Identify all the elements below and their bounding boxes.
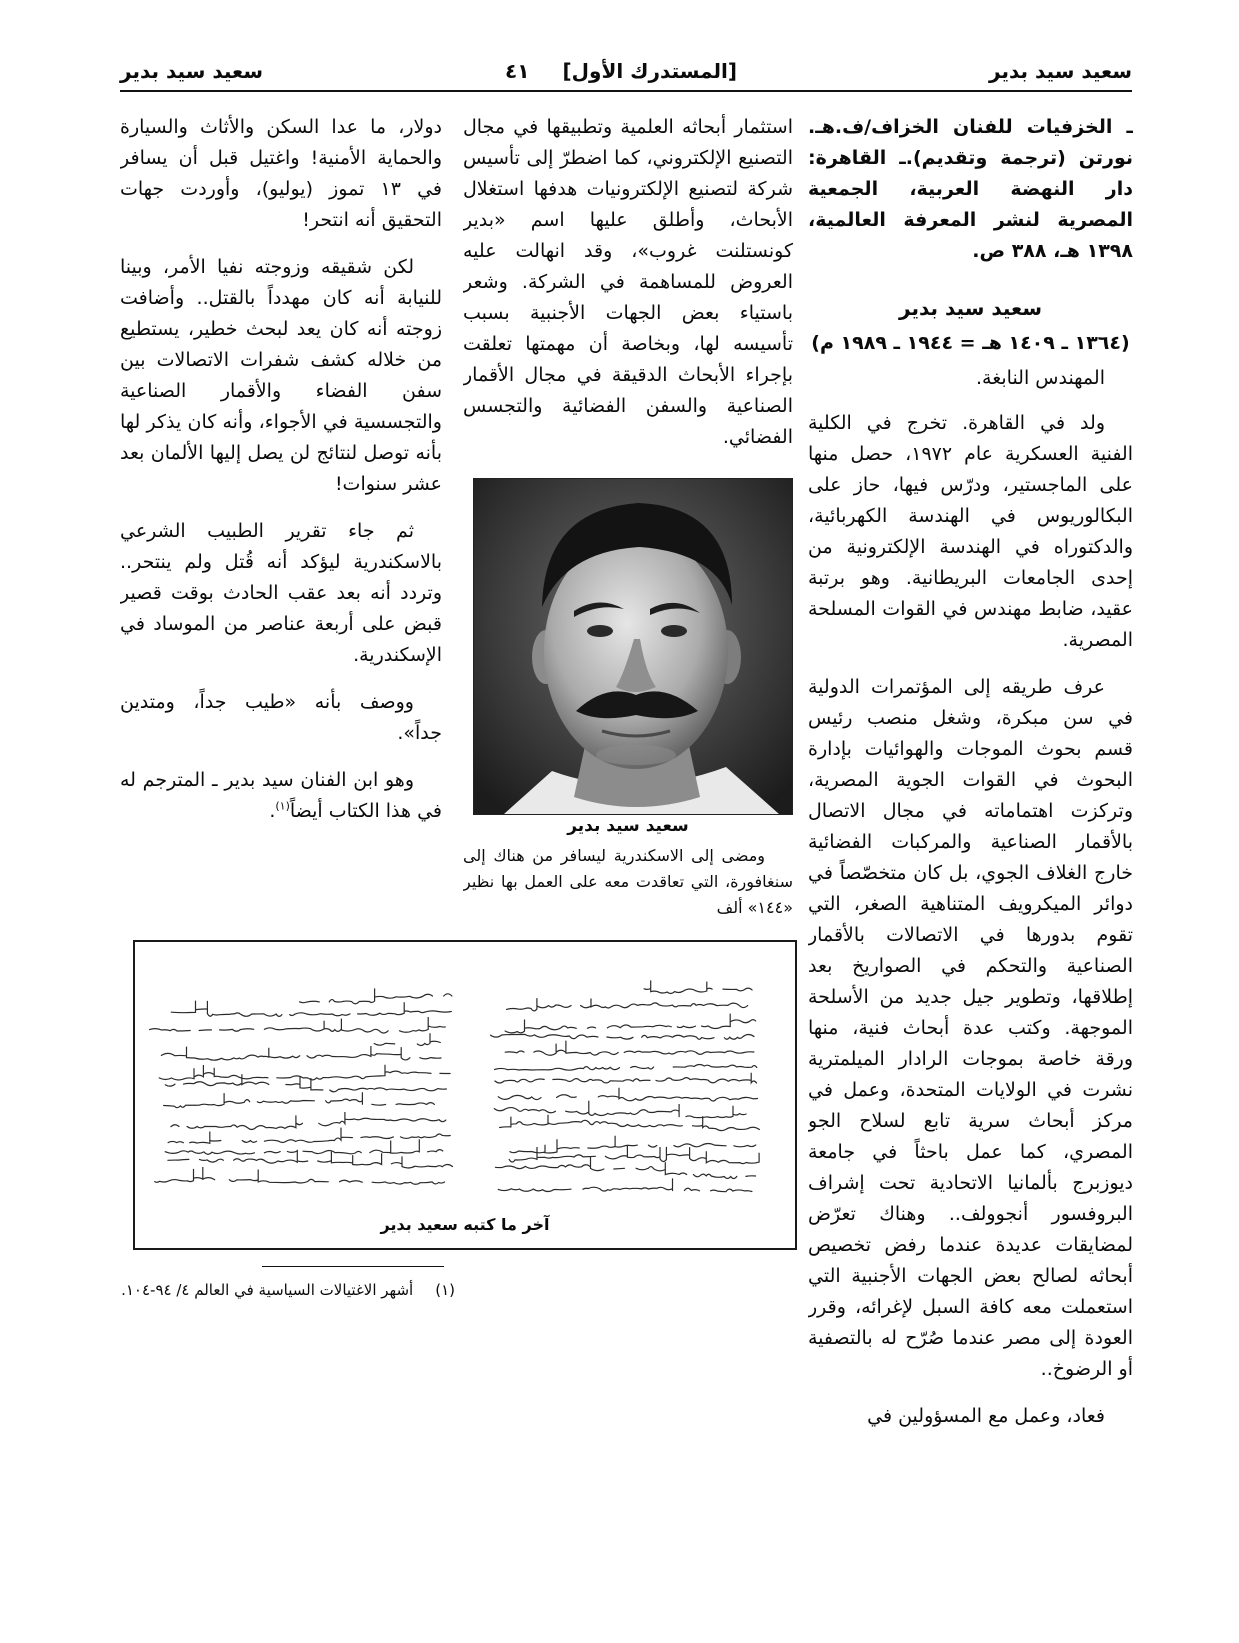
handwritten-note-image <box>135 942 795 1210</box>
column-right <box>808 112 1133 1632</box>
paragraph: عرف طريقه إلى المؤتمرات الدولية في سن مبكرة، وشغل منصب رئيس قسم بحوث الموجات والهوائيات بإدارة البحوث في القوات الجوية المصرية، وتركزت اهتماماته في مجال الاتصال بالأقمار الصناعية والمركبات الفضائية خارج الغلاف الجوي، بل كان متخصّصاً في دوائر الميكرويف المتناهية الصغر، التي تقوم بدورها في الاتصالات بالأقمار الصناعية والتحكم في الصواريخ بعد إطلاقها، وتطوير جيل جديد من الأسلحة الموجهة. وكتب عدة أبحاث فنية، منها ورقة خاصة بموجات الرادار الميلمترية نشرت في الولايات المتحدة، وعمل في مركز أبحاث سرية تابع لسلاح الجو المصري، كما عمل باحثاً في جامعة ديوزبرج بألمانيا الاتحادية تحت إشراف البروفسور أنجوولف.. وهناك تعرّض لمضايقات عديدة عندما رفض تخصيص أبحاثه لصالح بعض الجهات الأجنبية التي استعملت معه كافة السبل لإغرائه، وقرر العودة إلى مصر عندما صُرّح له بالتصفية أو الرضوخ.. <box>808 676 1133 1380</box>
handwriting-stroke <box>505 1041 754 1056</box>
handwriting-stroke <box>498 1178 752 1191</box>
portrait-image <box>474 479 792 814</box>
paragraph: لكن شقيقه وزوجته نفيا الأمر، وبينا للنيابة أنه كان مهدداً بالقتل.. وأضافت زوجته أنه كان يعد لبحث خطير، يستطيع من خلاله كشف شفرات الاتصالات بين سفن الفضاء والأقمار الصناعية والتجسسية في الأجواء، وأنه كان يذكر لها بأنه توصل لنتائج لن يصل إليها الألمان بعد عشر سنوات! <box>120 256 442 495</box>
handwriting-stroke <box>164 1092 435 1107</box>
handwriting-stroke <box>168 1128 450 1144</box>
paragraph: ثم جاء تقرير الطبيب الشرعي بالاسكندرية ليؤكد أنه قُتل ولم ينتحر.. وتردد أنه بعد عقب الحادث بوقت قصير قبض على أربعة عناصر من الموساد في الإسكندرية. <box>120 520 442 666</box>
footnote-marker: (١) <box>435 1281 455 1299</box>
chin-shadow <box>596 745 676 765</box>
handwriting-stroke <box>165 1112 446 1130</box>
photo-caption: سعيد سيد بدير <box>567 816 689 836</box>
handwriting-stroke <box>505 1014 756 1033</box>
handwriting-stroke <box>171 1001 451 1017</box>
handwriting-stroke <box>494 1101 746 1118</box>
paragraph: استثمار أبحاثه العلمية وتطبيقها في مجال التصنيع الإلكتروني، كما اضطرّ إلى تأسيس شركة لتصنيع الإلكترونيات هدفها استغلال الأبحاث، وأطلق عليها اسم «بدير كونستلنت غروب»، وقد انهالت عليه العروض للمساهمة في الشركة. وشعر باستياء بعض الجهات الأجنبية بسبب تأسيسه لها، وبخاصة أن مهمتها تعلقت بإجراء الأبحاث الدقيقة في مجال الأقمار الصناعية والسفن الفضائية والتجسس الفضائي. <box>463 116 793 448</box>
header-center <box>505 56 737 86</box>
header-section-title: [المستدرك الأول] <box>562 59 737 83</box>
handwriting-stroke <box>159 1065 450 1080</box>
footnote-text: أشهر الاغتيالات السياسية في العالم ٤/ ٩٤-١٠٤. <box>121 1281 414 1299</box>
handwriting-stroke <box>495 1157 755 1179</box>
paragraph: ومضى إلى الاسكندرية ليسافر من هناك إلى سنغافورة، التي تعاقدت معه على العمل بها نظير «١٤٤» ألف <box>463 846 793 918</box>
handwriting-stroke <box>374 1033 440 1045</box>
handwriting-stroke <box>510 1136 756 1153</box>
running-header <box>120 56 1132 92</box>
footnote-reference: (١) <box>275 799 290 813</box>
handwriting-stroke <box>165 1139 443 1154</box>
column-left <box>120 112 442 927</box>
handwriting-stroke <box>155 1167 445 1184</box>
paragraph <box>120 765 442 827</box>
handwriting-stroke <box>498 1088 757 1101</box>
handwriting-stroke <box>509 1145 759 1164</box>
handwriting-stroke <box>165 1074 446 1092</box>
handwriting-stroke <box>495 1064 757 1070</box>
handwriting-stroke <box>491 1034 755 1039</box>
footnote <box>120 1278 455 1302</box>
entry-heading: سعيد سيد بدير <box>899 296 1042 320</box>
paragraph: ولد في القاهرة. تخرج في الكلية الفنية العسكرية عام ١٩٧٢، حصل منها على الماجستير، ودرّس فيها، حاز على البكالوريوس في الهندسة الكهربائية، والدكتوراه في الهندسة الإلكترونية من إحدى الجامعات البريطانية. وهو برتبة عقيد، ضابط مهندس في القوات المسلحة المصرية. <box>808 412 1133 651</box>
handwriting-stroke <box>161 1046 441 1060</box>
handwritten-note-caption: آخر ما كتبه سعيد بدير <box>380 1215 550 1234</box>
left-eye <box>587 625 613 637</box>
bibliography-entry: ـ الخزفيات للفنان الخزاف/ف.هـ. نورتن (ترجمة وتقديم).ـ القاهرة: دار النهضة العربية، الجمعية المصرية لنشر المعرفة العالمية، ١٣٩٨ هـ، ٣٨٨ ص. <box>808 116 1133 262</box>
handwriting-stroke <box>150 1017 446 1033</box>
portrait-photo <box>473 478 793 815</box>
paragraph-text: وهو ابن الفنان سيد بدير ـ المترجم له في هذا الكتاب أيضاً <box>120 769 442 822</box>
handwriting-stroke <box>495 1073 757 1083</box>
column-middle-top <box>463 112 793 468</box>
handwriting-stroke <box>627 980 752 993</box>
entry-dates: (١٣٦٤ ـ ١٤٠٩ هـ = ١٩٤٤ ـ ١٩٨٩ م) <box>811 332 1130 354</box>
handwriting-stroke <box>300 988 452 1003</box>
header-entry-name-right: سعيد سيد بدير <box>989 59 1132 83</box>
handwritten-note-box <box>133 940 797 1250</box>
right-eye <box>661 625 687 637</box>
footnote-separator <box>262 1266 444 1267</box>
header-entry-name-left: سعيد سيد بدير <box>120 59 263 83</box>
column-middle-bottom <box>463 843 793 938</box>
paragraph: ووصف بأنه «طيب جداً، ومتدين جداً». <box>120 691 442 744</box>
paragraph-end: . <box>269 800 276 822</box>
page-number: ٤١ <box>505 59 530 83</box>
paragraph: دولار، ما عدا السكن والأثاث والسيارة والحماية الأمنية! واغتيل قبل أن يسافر في ١٣ تموز (يوليو)، وأوردت جهات التحقيق أنه انتحر! <box>120 116 442 231</box>
handwriting-stroke <box>506 998 747 1011</box>
entry-epithet: المهندس النابغة. <box>975 367 1105 389</box>
paragraph: فعاد، وعمل مع المسؤولين في <box>867 1405 1105 1427</box>
